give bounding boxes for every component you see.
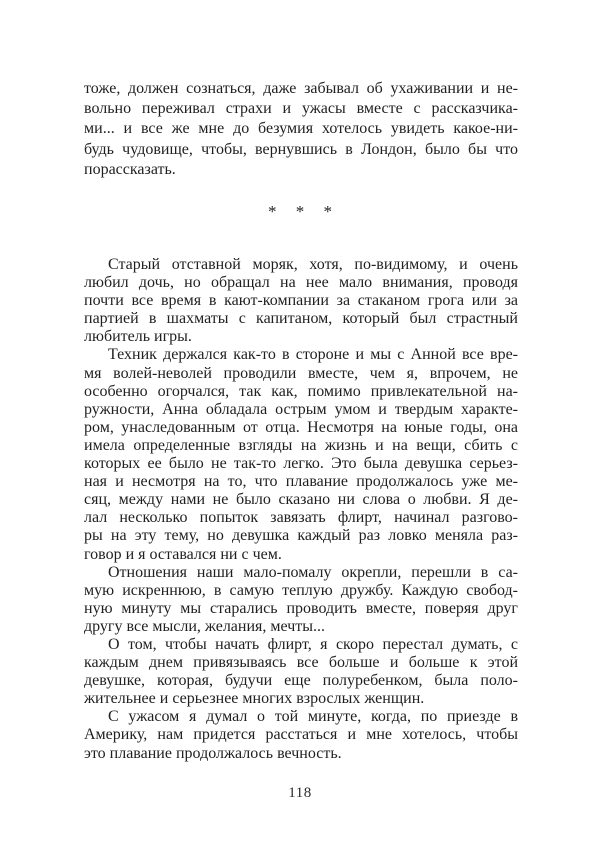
text-line: ры на эту тему, но девушка каждый раз ловко меняла раз- xyxy=(84,527,518,545)
text-line: Техник держался как-то в стороне и мы с Анной все вре- xyxy=(108,346,518,364)
text-line: девушке, которая, будучи еще полуребенком, была поло- xyxy=(84,672,518,690)
text-line: ная и несмотря на то, что плавание продолжалось уже ме- xyxy=(84,473,518,491)
text-line: другу все мысли, желания, мечты... xyxy=(84,617,326,635)
paragraph xyxy=(84,256,518,346)
section-separator: * * * xyxy=(268,202,332,221)
text-line: почти все время в кают-компании за стаканом грога или за xyxy=(84,292,518,310)
text-line: тоже, должен сознаться, даже забывал об ухаживании и не- xyxy=(84,80,518,97)
paragraph xyxy=(84,346,518,563)
text-line: жительнее и серьезнее многих взрослых женщин. xyxy=(84,690,425,708)
text-line: каждым днем привязываясь все больше и больше к этой xyxy=(84,654,518,672)
text-line: сяц, между нами не было сказано ни слова о любви. Я де- xyxy=(84,491,518,509)
body-paragraphs-block xyxy=(84,256,518,763)
text-line: имела определенные взгляды на жизнь и на вещи, сбить с xyxy=(84,436,518,454)
text-line: любитель игры. xyxy=(84,328,192,346)
text-line: Америку, нам придется расстаться и мне хотелось, чтобы xyxy=(84,726,518,744)
paragraph xyxy=(84,708,518,762)
text-line: ную минуту мы старались проводить вместе, поверяя друг xyxy=(84,599,518,617)
text-line: говор и я оставался ни с чем. xyxy=(84,545,282,563)
text-line: будь чудовище, чтобы, вернувшись в Лондон, было бы что xyxy=(84,140,518,158)
text-line: порассказать. xyxy=(84,160,176,178)
text-line: вольно переживал страхи и ужасы вместе с рассказчика- xyxy=(84,100,518,118)
text-line: ружности, Анна обладала острым умом и твердым характе- xyxy=(84,400,518,418)
paragraph xyxy=(84,79,518,180)
text-line: Отношения наши мало-помалу окрепли, перешли в са- xyxy=(108,563,518,581)
page-number: 118 xyxy=(288,785,312,801)
text-line: ром, унаследованным от отца. Несмотря на юные годы, она xyxy=(84,418,518,436)
text-line: мую искреннюю, в самую теплую дружбу. Каждую свобод- xyxy=(84,581,518,599)
text-line: особенно огорчался, так как, помимо привлекательной на- xyxy=(84,382,518,400)
text-line: которых ее было не так-то легко. Это была девушка серьез- xyxy=(84,455,518,473)
text-line: О том, чтобы начать флирт, я скоро перестал думать, с xyxy=(108,635,518,653)
paragraph xyxy=(84,636,518,708)
text-line: Старый отставной моряк, хотя, по-видимому, и очень xyxy=(108,256,518,273)
text-line: это плавание продолжалось вечность. xyxy=(84,744,342,762)
opening-paragraph-block xyxy=(84,79,518,180)
paragraph xyxy=(84,564,518,636)
text-line: мя волей-неволей проводили вместе, чем я, впрочем, не xyxy=(84,364,518,382)
text-line: партией в шахматы с капитаном, который был страстный xyxy=(84,310,518,328)
text-line: любил дочь, но обращал на нее мало внимания, проводя xyxy=(84,274,518,292)
text-line: С ужасом я думал о той минуте, когда, по приезде в xyxy=(108,708,518,726)
text-line: лал несколько попыток завязать флирт, начинал разгово- xyxy=(84,509,518,527)
text-line: ми... и все же мне до безумия хотелось увидеть какое-ни- xyxy=(84,120,518,138)
